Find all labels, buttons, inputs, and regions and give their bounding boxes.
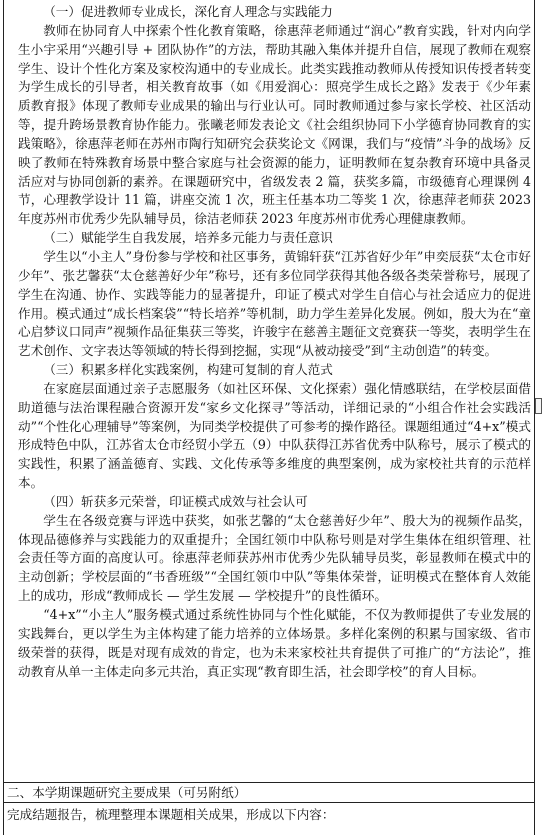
section-2-title: 二、本学期课题研究主要成果（可另附纸） (7, 785, 247, 800)
section-2-body: 完成结题报告，梳理整理本课题相关成果，形成以下内容： (7, 807, 335, 822)
section-heading-3: （三）积累多样化实践案例，构建可复制的育人范式 (43, 362, 333, 378)
closing-paragraph: “4+x”“小主人”服务模式通过系统性协同与个性化赋能，不仅为教师提供了专业发展的实践舞台，更以学生为主体构建了能力培养的立体场景。多样化案例的积累与国家级、省市级荣誉的获得，既是对现有成效的肯定，也为未来家校社共育提供了可推广的“方法论”，推动教育从单一主体走向多元共治，真正实现“教育即生活，社会即学校”的育人目标。 (18, 607, 531, 679)
section-heading-4: （四）斩获多元荣誉，印证模式成效与社会认可 (43, 493, 308, 509)
section-body-4: 学生在各级竞赛与评选中获奖，如张艺馨的“太仓慈善好少年”、殷大为的视频作品奖，体现品德修养与实践能力的双重提升；全国红领巾中队称号则是对学生集体在组织管理、社会责任等方面的高度认可。徐惠萍老师获苏州市优秀少先队辅导员奖，彰显教师在模式中的主动创新；学校层面的“书香班级”“全国红领巾中队”等集体荣誉，证明模式在整体育人效能上的成功，形成“教师成长 — 学生发展 — 学校提升”的良性循环。 (18, 512, 531, 604)
section-body-3: 在家庭层面通过亲子志愿服务（如社区环保、文化探索）强化情感联结，在学校层面借助道德与法治课程融合资源开发“家乡文化探寻”等活动，详细记录的“小组合作社会实践活动”“个性化心理辅导”等案例，为同类学校提供了可参考的操作路径。课题组通过“4+x”模式形成特色中队，江苏省太仓市经贸小学五（9）中队获得江苏省优秀中队称号，展示了模式的实践性，积累了涵盖德育、实践、文化传承等多维度的典型案例，成为家校社共育的示范样本。 (18, 380, 531, 491)
scroll-marker[interactable] (535, 398, 542, 414)
section-heading-1: （一）促进教师专业成长，深化育人理念与实践能力 (43, 4, 333, 19)
section-body-1: 教师在协同育人中探索个性化教育策略，徐惠萍老师通过“润心”教育实践，针对内向学生小宇采用“兴趣引导 + 团队协作”的方法，帮助其融入集体并提升自信，展现了教师在观察学生、设计个性化方案及家校沟通中的专业成长。此类实践推动教师从传授知识传授者转变为学生成长的引导者，相关教育故事（如《用爱润心：照亮学生成长之路》发表于《少年素质教育报》体现了教师专业成果的输出与行业认可。同时教师通过参与家长学校、社区活动等，提升跨场景教育协作能力。张曦老师发表论文《社会组织协同下小学德育协同教育的实践策略》，徐惠萍老师在苏州市陶行知研究会获奖论文《网课，我们与“疫情”斗争的战场》反映了教师在特殊教育场景中整合家庭与社会资源的能力，证明教师在复杂教育环境中具备灵活应对与协同创新的素养。在课题研究中，省级发表 2 篇，获奖多篇，市级德育心理课例 4 节，心理教学设计 11 篇，讲座交流 1 次，班主任基本功二等奖 1 次，徐惠萍老师获 2023 年度苏州市优秀少先队辅导员，徐洁老师获 2023 年度苏州市优秀心理健康教师。 (18, 22, 531, 227)
table-divider (3, 782, 535, 783)
report-content (18, 3, 531, 681)
table-divider (3, 802, 535, 803)
section-heading-2: （二）赋能学生自我发展，培养多元能力与责任意识 (43, 230, 333, 246)
section-body-2: 学生以“小主人”身份参与学校和社区事务，黄锦轩获“江苏省好少年”申奕辰获“太仓市好少年”、张艺馨获“太仓慈善好少年”称号，还有多位同学获得其他各级各类荣誉称号，展现了学生在沟通、协作、实践等能力的显著提升，印证了模式对学生自信心与社会适应力的促进作用。模式通过“成长档案袋”“特长培养”等机制，助力学生差异化发展。例如，殷大为在“童心启梦议口同声”视频作品征集获三等奖，许骏宇在慈善主题征文竞赛获一等奖，表明学生在艺术创作、文字表达等领域的特长得到挖掘，实现“从被动接受”到“主动创造”的转变。 (18, 248, 531, 359)
